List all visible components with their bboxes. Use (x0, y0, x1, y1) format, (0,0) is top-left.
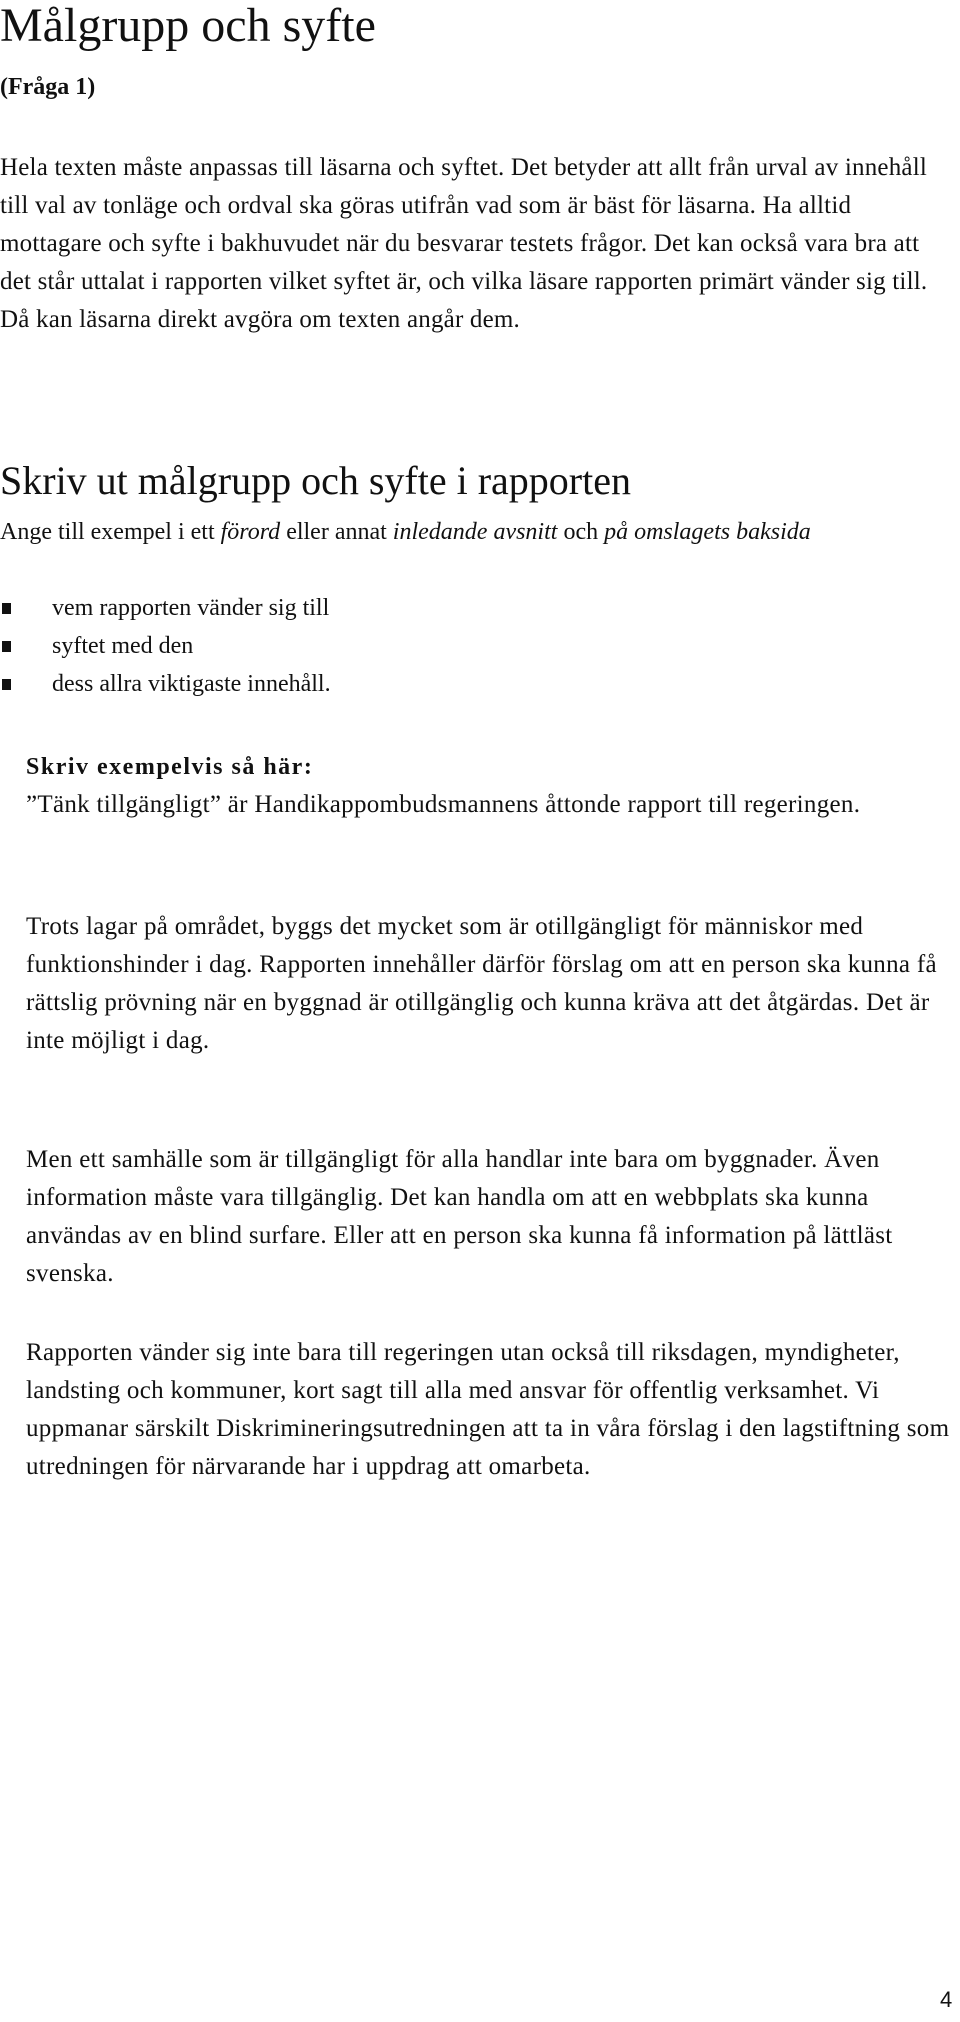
example-paragraph: ”Tänk tillgängligt” är Handikappombudsmannens åttonde rapport till regeringen. (26, 791, 861, 818)
list-item (0, 665, 331, 703)
lead-emphasis-inledande: inledande avsnitt (392, 519, 558, 545)
intro-paragraph: Hela texten måste anpassas till läsarna och syftet. Det betyder att allt från urval av innehåll till val av tonläge och ordval ska göras utifrån vad som är bäst för läsarna. Ha alltid mottagare och syfte i bakhuvudet när du besvarar testets frågor. Det kan också vara bra att det står uttalat i rapporten vilket syftet är, och vilka läsare rapporten primärt vänder sig till. Då kan läsarna direkt avgöra om texten angår dem. (0, 154, 928, 333)
example-paragraph: Rapporten vänder sig inte bara till regeringen utan också till riksdagen, myndigheter, landsting och kommuner, kort sagt till alla med ansvar för offentlig verksamhet. Vi uppmanar särskilt Diskrimineringsutredningen att ta in våra förslag i den lagstiftning som utredningen för närvarande har i uppdrag att omarbeta. (26, 1339, 950, 1480)
lead-text-2: eller annat (280, 519, 393, 545)
square-bullet-icon (2, 603, 11, 614)
question-reference: (Fråga 1) (0, 74, 96, 100)
lead-text-1: Ange till exempel i ett (0, 519, 221, 545)
example-paragraph: Trots lagar på området, byggs det mycket som är otillgängligt för människor med funktionshinder i dag. Rapporten innehåller därför förslag om att en person ska kunna få rättslig prövning när en byggnad är otillgänglig och kunna kräva att det åtgärdas. Det är inte möjligt i dag. (26, 913, 937, 1054)
list-item-text: dess allra viktigaste innehåll. (52, 671, 331, 697)
example-paragraph: Men ett samhälle som är tillgängligt för alla handlar inte bara om byggnader. Även information måste vara tillgänglig. Det kan handla om att en webbplats ska kunna användas av en blind surfare. Eller att en person ska kunna få information på lättläst svenska. (26, 1146, 893, 1287)
list-item-text: vem rapporten vänder sig till (52, 595, 330, 621)
list-item (0, 589, 331, 627)
bullet-list (0, 589, 331, 703)
section-lead (0, 513, 950, 551)
list-item-text: syftet med den (52, 633, 194, 659)
lead-text-3: och (557, 519, 605, 545)
list-item (0, 627, 331, 665)
lead-emphasis-forord: förord (220, 519, 281, 545)
example-heading: Skriv exempelvis så här: (26, 754, 314, 780)
lead-emphasis-omslag: på omslagets baksida (604, 519, 811, 545)
square-bullet-icon (2, 679, 11, 690)
page-number: 4 (940, 1987, 953, 2012)
section-heading: Skriv ut målgrupp och syfte i rapporten (0, 458, 631, 503)
square-bullet-icon (2, 641, 11, 652)
page-title: Målgrupp och syfte (0, 0, 376, 52)
